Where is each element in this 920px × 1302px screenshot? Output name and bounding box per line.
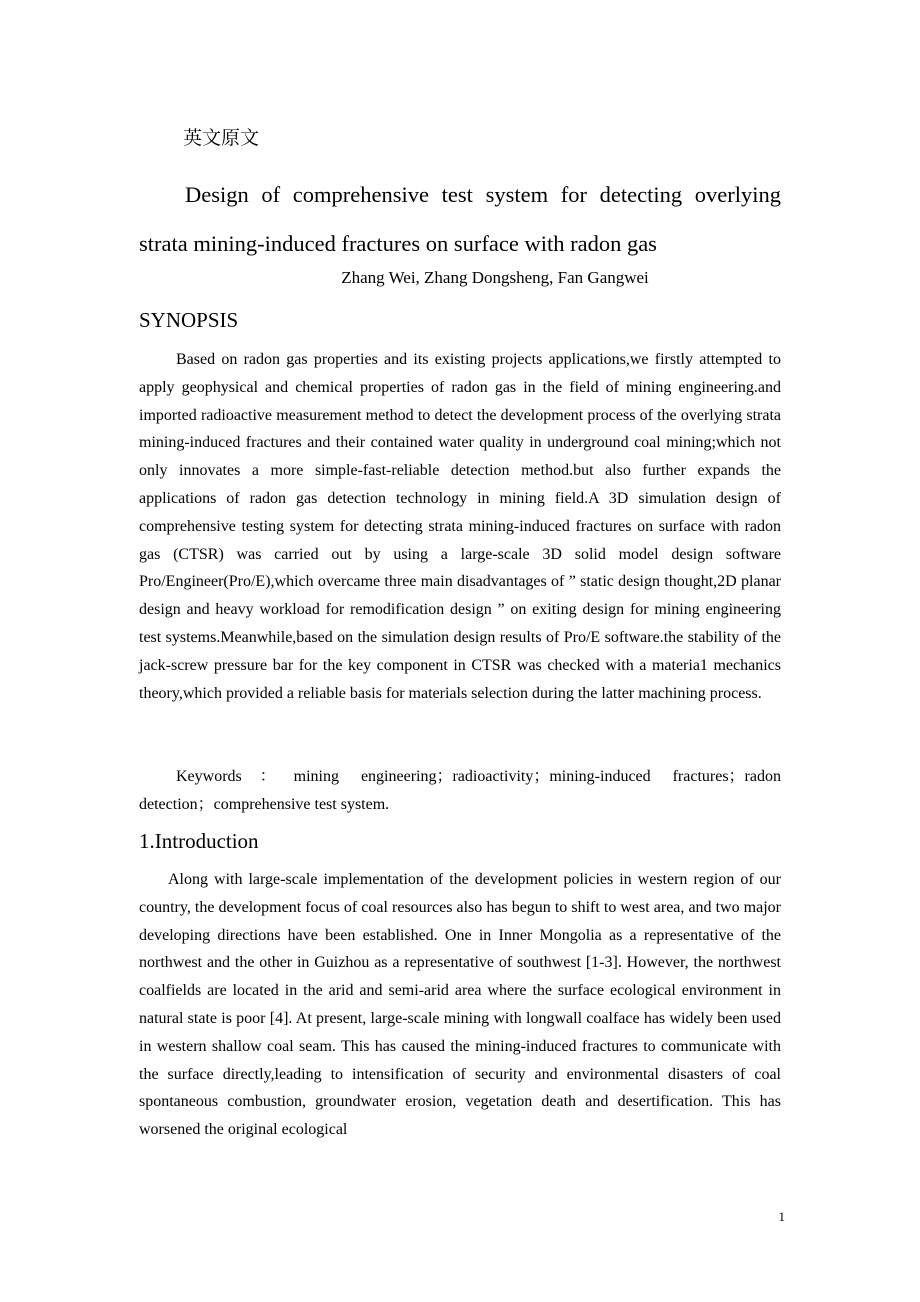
chinese-heading: 英文原文 — [183, 127, 260, 149]
introduction-heading: 1.Introduction — [139, 829, 259, 853]
author-line: Zhang Wei, Zhang Dongsheng, Fan Gangwei — [341, 268, 649, 287]
synopsis-heading: SYNOPSIS — [139, 308, 239, 332]
introduction-paragraph: Along with large-scale implementation of the development policies in western region of our country, the development focus of coal resources also has begun to shift to west area, and two major developing directions have been established. One in Inner Mongolia as a representative of the northwest and the other in Guizhou as a representative of southwest [1-3]. However, the northwest coalfields are located in the arid and semi-arid area where the surface ecological environment in natural state is poor [4]. At present, large-scale mining with longwall coalface has widely been used in western shallow coal seam. This has caused the mining-induced fractures to communicate with the surface directly,leading to intensification of security and environmental disasters of coal spontaneous combustion, groundwater erosion, vegetation death and desertification. This has worsened the original ecological — [139, 871, 781, 1139]
page-number: 1 — [778, 1209, 785, 1224]
keywords-paragraph: Keywords：mining engineering；radioactivity；mining-induced fractures；radon detection；comprehensive test system. — [139, 768, 781, 813]
abstract-paragraph: Based on radon gas properties and its existing projects applications,we firstly attempted to apply geophysical and chemical properties of radon gas in the field of mining engineering.and imported radioactive measurement method to detect the development process of the overlying strata mining-induced fractures and their contained water quality in underground coal mining;which not only innovates a more simple-fast-reliable detection method.but also further expands the applications of radon gas detection technology in mining field.A 3D simulation design of comprehensive testing system for detecting strata mining-induced fractures on surface with radon gas (CTSR) was carried out by using a large-scale 3D solid model design software Pro/Engineer(Pro/E),which overcame three main disadvantages of ” static design thought,2D planar design and heavy workload for remodification design ” on exiting design for mining engineering test systems.Meanwhile,based on the simulation design results of Pro/E software.the stability of the jack-screw pressure bar for the key component in CTSR was checked with a materia1 mechanics theory,which provided a reliable basis for materials selection during the latter machining process. — [139, 351, 781, 702]
paper-title: Design of comprehensive test system for detecting overlying strata mining-induced fractures on surface with radon gas — [139, 182, 781, 256]
